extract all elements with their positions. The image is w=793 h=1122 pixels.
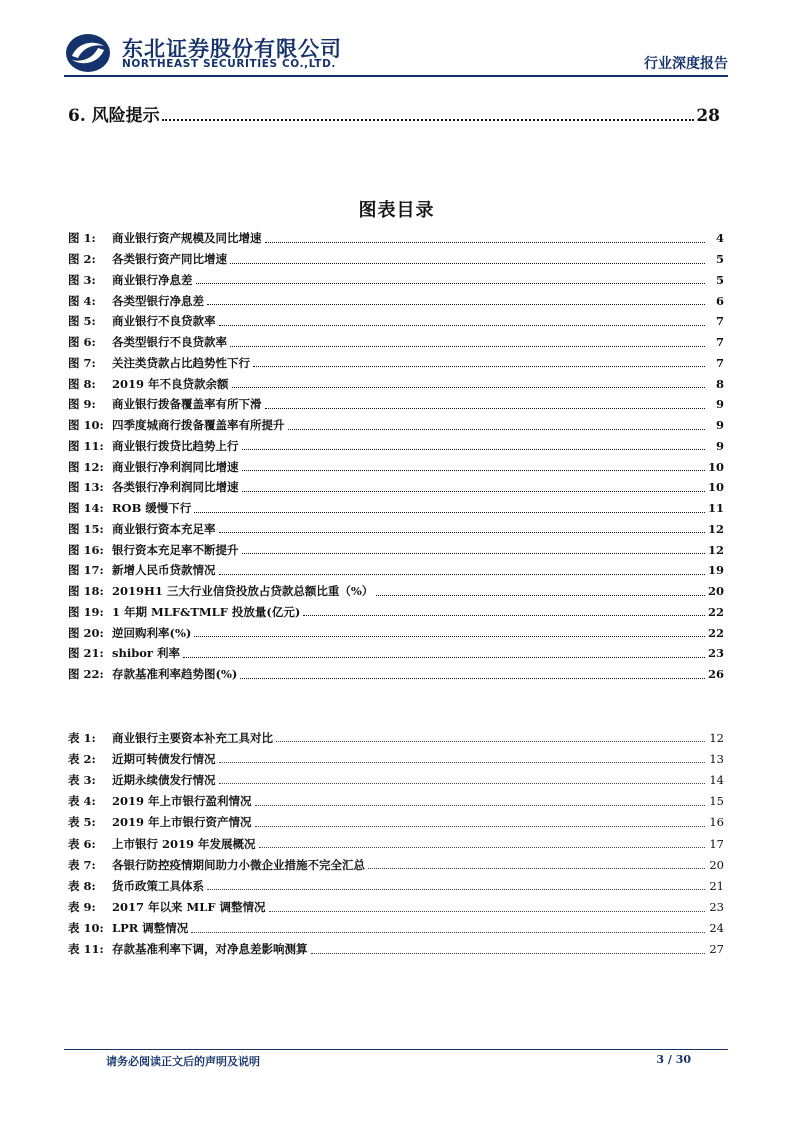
entry-number: 图 14: <box>68 501 104 516</box>
entry-number: 图 9: <box>68 397 96 412</box>
entry-number: 图 18: <box>68 584 104 599</box>
entry-number: 图 10: <box>68 418 104 433</box>
entry-page: 5 <box>715 272 724 287</box>
dot-leader <box>230 346 705 347</box>
entry-title: 商业银行资产规模及同比增速 <box>112 231 262 246</box>
entry-number: 图 3: <box>68 272 96 287</box>
figure-toc-entry[interactable] <box>68 581 724 602</box>
entry-number: 表 6: <box>68 836 96 851</box>
dot-leader <box>219 783 706 784</box>
entry-number: 图 4: <box>68 293 96 308</box>
entry-number: 表 10: <box>68 921 104 936</box>
dot-leader <box>230 263 705 264</box>
toc-entry-label: 6. 风险提示 <box>68 106 160 126</box>
entry-number: 图 11: <box>68 438 104 453</box>
entry-page: 8 <box>715 376 724 391</box>
figure-toc-entry[interactable] <box>68 560 724 581</box>
figure-toc-entry[interactable] <box>68 602 724 623</box>
entry-page: 4 <box>715 231 724 246</box>
entry-number: 表 7: <box>68 857 96 872</box>
entry-number: 图 7: <box>68 355 96 370</box>
northeast-securities-logo-icon <box>64 32 116 74</box>
entry-number: 表 11: <box>68 942 104 957</box>
entry-page: 16 <box>709 815 724 830</box>
entry-title: 存款基准利率下调，对净息差影响测算 <box>112 942 308 957</box>
entry-title: 2019 年不良贷款余额 <box>112 376 229 391</box>
entry-title: 商业银行拨备覆盖率有所下滑 <box>112 397 262 412</box>
entry-title: 上市银行 2019 年发展概况 <box>112 836 256 851</box>
dot-leader <box>232 387 705 388</box>
figure-toc-entry[interactable] <box>68 664 724 685</box>
dot-leader <box>255 826 705 827</box>
figure-toc-entry[interactable] <box>68 249 724 270</box>
table-toc-entry[interactable] <box>68 939 724 960</box>
dot-leader <box>242 470 705 471</box>
entry-title: 近期永续债发行情况 <box>112 772 216 787</box>
dot-leader <box>194 512 705 513</box>
figure-toc-entry[interactable] <box>68 498 724 519</box>
entry-title: 2019 年上市银行盈利情况 <box>112 794 252 809</box>
figure-toc-entry[interactable] <box>68 436 724 457</box>
entry-page: 15 <box>709 794 724 809</box>
figure-toc-entry[interactable] <box>68 394 724 415</box>
entry-page: 9 <box>715 438 724 453</box>
figure-toc-entry[interactable] <box>68 415 724 436</box>
entry-page: 7 <box>715 314 724 329</box>
table-toc-entry[interactable] <box>68 791 724 812</box>
table-toc-entry[interactable] <box>68 833 724 854</box>
table-toc-entry[interactable] <box>68 897 724 918</box>
entry-title: 各银行防控疫情期间助力小微企业措施不完全汇总 <box>112 857 365 872</box>
entry-page: 9 <box>715 397 724 412</box>
entry-page: 21 <box>709 878 724 893</box>
report-type: 行业深度报告 <box>644 56 728 72</box>
dot-leader <box>255 805 705 806</box>
entry-title: 2019H1 三大行业信贷投放占贷款总额比重（%） <box>112 584 374 599</box>
footer-divider <box>64 1049 728 1050</box>
entry-title: 各类银行资产同比增速 <box>112 252 227 267</box>
entry-title: 逆回购利率(%) <box>112 625 192 640</box>
entry-number: 表 5: <box>68 815 96 830</box>
entry-title: 1 年期 MLF&TMLF 投放量(亿元) <box>112 604 301 619</box>
entry-title: 2019 年上市银行资产情况 <box>112 815 252 830</box>
table-toc-entry[interactable] <box>68 748 724 769</box>
dot-leader <box>242 449 706 450</box>
toc-title: 图表目录 <box>358 200 435 221</box>
entry-title: 近期可转债发行情况 <box>112 751 216 766</box>
dot-leader <box>253 366 705 367</box>
dot-leader <box>219 325 706 326</box>
table-toc-entry[interactable] <box>68 854 724 875</box>
dot-leader <box>376 595 705 596</box>
page-number: 3 / 30 <box>656 1053 691 1066</box>
entry-number: 图 20: <box>68 625 104 640</box>
entry-page: 20 <box>707 584 724 599</box>
entry-title: 商业银行拨贷比趋势上行 <box>112 438 239 453</box>
dot-leader <box>276 741 705 742</box>
dot-leader <box>219 574 705 575</box>
entry-title: 各类银行净利润同比增速 <box>112 480 239 495</box>
entry-page: 27 <box>709 942 724 957</box>
dot-leader <box>191 932 705 933</box>
dot-leader <box>196 283 706 284</box>
entry-page: 7 <box>715 355 724 370</box>
dot-leader <box>303 615 705 616</box>
figure-toc-entry[interactable] <box>68 353 724 374</box>
entry-page: 12 <box>707 542 724 557</box>
figure-toc-entry[interactable] <box>68 290 724 311</box>
dot-leader <box>311 953 706 954</box>
figure-toc-entry[interactable] <box>68 373 724 394</box>
entry-title: shibor 利率 <box>112 646 180 661</box>
dot-leader <box>240 678 705 679</box>
dot-leader <box>207 889 705 890</box>
entry-number: 表 8: <box>68 878 96 893</box>
entry-page: 23 <box>707 646 724 661</box>
dot-leader <box>368 868 705 869</box>
entry-page: 24 <box>709 921 724 936</box>
entry-page: 12 <box>707 521 724 536</box>
entry-number: 图 8: <box>68 376 96 391</box>
figure-toc-entry[interactable] <box>68 332 724 353</box>
entry-page: 23 <box>709 900 724 915</box>
entry-page: 7 <box>715 335 724 350</box>
entry-title: 各类型银行不良贷款率 <box>112 335 227 350</box>
entry-number: 表 3: <box>68 772 96 787</box>
entry-number: 图 5: <box>68 314 96 329</box>
dot-leader <box>269 911 706 912</box>
entry-page: 17 <box>709 836 724 851</box>
entry-title: 2017 年以来 MLF 调整情况 <box>112 900 266 915</box>
figure-toc-entry[interactable] <box>68 311 724 332</box>
entry-page: 11 <box>707 501 724 516</box>
entry-number: 图 17: <box>68 563 104 578</box>
dot-leader <box>162 119 695 121</box>
entry-number: 图 2: <box>68 252 96 267</box>
entry-page: 10 <box>707 459 724 474</box>
dot-leader <box>259 847 705 848</box>
toc-entry-risk[interactable] <box>68 104 720 126</box>
company-name-en: NORTHEAST SECURITIES CO.,LTD. <box>122 58 336 70</box>
figure-toc-entry[interactable] <box>68 477 724 498</box>
entry-number: 图 21: <box>68 646 104 661</box>
figure-toc-entry[interactable] <box>68 539 724 560</box>
entry-page: 19 <box>707 563 724 578</box>
entry-title: LPR 调整情况 <box>112 921 189 936</box>
entry-title: 四季度城商行拨备覆盖率有所提升 <box>112 418 285 433</box>
entry-title: 商业银行净利润同比增速 <box>112 459 239 474</box>
dot-leader <box>194 636 705 637</box>
entry-page: 12 <box>709 730 724 745</box>
header-divider <box>64 75 728 77</box>
toc-entry-page: 28 <box>696 106 720 126</box>
entry-page: 22 <box>707 604 724 619</box>
entry-number: 表 2: <box>68 751 96 766</box>
dot-leader <box>207 304 705 305</box>
entry-number: 图 6: <box>68 335 96 350</box>
entry-page: 5 <box>715 252 724 267</box>
entry-number: 图 22: <box>68 667 104 682</box>
entry-title: 商业银行资本充足率 <box>112 521 216 536</box>
entry-page: 20 <box>709 857 724 872</box>
entry-page: 14 <box>709 772 724 787</box>
dot-leader <box>219 762 706 763</box>
entry-page: 26 <box>707 667 724 682</box>
table-toc-entry[interactable] <box>68 918 724 939</box>
entry-page: 9 <box>715 418 724 433</box>
entry-page: 10 <box>707 480 724 495</box>
entry-page: 13 <box>709 751 724 766</box>
table-toc-entry[interactable] <box>68 875 724 896</box>
entry-title: 商业银行主要资本补充工具对比 <box>112 730 273 745</box>
entry-number: 表 4: <box>68 794 96 809</box>
dot-leader <box>288 429 706 430</box>
entry-title: 货币政策工具体系 <box>112 878 204 893</box>
dot-leader <box>242 491 705 492</box>
entry-number: 表 9: <box>68 900 96 915</box>
table-toc-entry[interactable] <box>68 727 724 748</box>
dot-leader <box>265 408 706 409</box>
figure-toc-entry[interactable] <box>68 622 724 643</box>
table-list <box>68 727 724 960</box>
entry-title: 各类型银行净息差 <box>112 293 204 308</box>
entry-title: 关注类贷款占比趋势性下行 <box>112 355 250 370</box>
figure-toc-entry[interactable] <box>68 456 724 477</box>
entry-number: 图 19: <box>68 604 104 619</box>
company-name-cn: 东北证券股份有限公司 <box>122 37 342 61</box>
figure-toc-entry[interactable] <box>68 519 724 540</box>
entry-title: 新增人民币贷款情况 <box>112 563 216 578</box>
entry-number: 图 15: <box>68 521 104 536</box>
entry-page: 22 <box>707 625 724 640</box>
dot-leader <box>219 532 705 533</box>
entry-title: 银行资本充足率不断提升 <box>112 542 239 557</box>
dot-leader <box>242 553 705 554</box>
table-toc-entry[interactable] <box>68 769 724 790</box>
dot-leader <box>265 242 706 243</box>
entry-number: 图 1: <box>68 231 96 246</box>
entry-number: 图 12: <box>68 459 104 474</box>
entry-number: 图 16: <box>68 542 104 557</box>
figure-toc-entry[interactable] <box>68 643 724 664</box>
entry-title: 商业银行净息差 <box>112 272 193 287</box>
figure-list <box>68 228 724 685</box>
entry-number: 表 1: <box>68 730 96 745</box>
dot-leader <box>183 657 705 658</box>
entry-title: 商业银行不良贷款率 <box>112 314 216 329</box>
figure-toc-entry[interactable] <box>68 228 724 249</box>
entry-number: 图 13: <box>68 480 104 495</box>
entry-title: 存款基准利率趋势图(%) <box>112 667 238 682</box>
table-toc-entry[interactable] <box>68 812 724 833</box>
disclaimer-note: 请务必阅读正文后的声明及说明 <box>106 1055 260 1068</box>
page-header <box>64 26 728 76</box>
entry-page: 6 <box>715 293 724 308</box>
entry-title: ROB 缓慢下行 <box>112 501 192 516</box>
figure-toc-entry[interactable] <box>68 270 724 291</box>
